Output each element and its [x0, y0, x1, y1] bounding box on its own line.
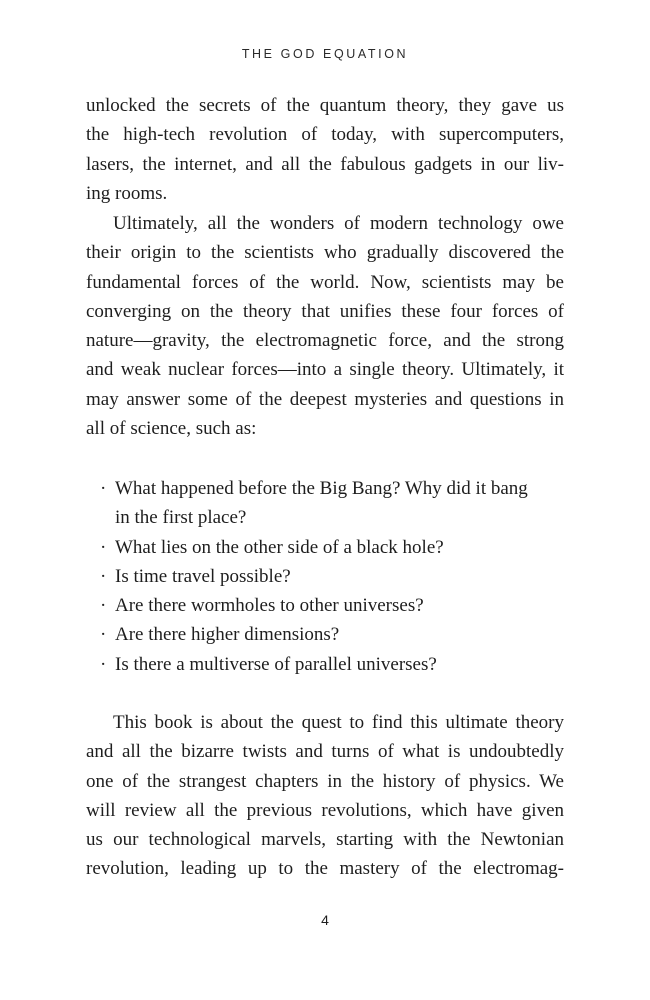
paragraph-line: their origin to the scientists who gradually discovered the [86, 242, 564, 264]
body-paragraph-3 [86, 708, 564, 884]
question-text: Are there higher dimensions? [115, 624, 340, 646]
paragraph-line: us our technological marvels, starting with the Newtonian [86, 829, 564, 851]
list-item [100, 650, 570, 679]
paragraph-line: may answer some of the deepest mysteries and questions in [86, 388, 564, 410]
paragraph-line: fundamental forces of the world. Now, scientists may be [86, 271, 564, 293]
bullet-dot: · [100, 595, 107, 617]
list-item [100, 533, 570, 562]
paragraph-line: one of the strangest chapters in the history of physics. We [86, 770, 564, 792]
paragraph-line: Ultimately, all the wonders of modern technology owe [113, 213, 564, 234]
question-text: Is time travel possible? [115, 565, 291, 587]
list-item [100, 591, 570, 620]
question-text: in the first place? [115, 507, 247, 529]
paragraph-line: nature—gravity, the electromagnetic force, and the strong [86, 330, 564, 352]
bullet-dot: · [100, 478, 107, 499]
paragraph-line: and weak nuclear forces—into a single theory. Ultimately, it [86, 359, 564, 381]
bullet-dot: · [100, 536, 107, 558]
question-text: Are there wormholes to other universes? [115, 595, 424, 617]
body-paragraph-1 [86, 91, 564, 208]
paragraph-line: and all the bizarre twists and turns of what is undoubtedly [86, 741, 564, 763]
paragraph-line: This book is about the quest to find this ultimate theory [113, 712, 564, 733]
paragraph-line: all of science, such as: [86, 418, 257, 440]
question-text: What lies on the other side of a black hole? [115, 536, 444, 558]
paragraph-line: will review all the previous revolutions, which have given [86, 799, 564, 821]
running-head-title: THE GOD EQUATION [241, 47, 409, 61]
bullet-dot: · [100, 565, 107, 587]
paragraph-line: revolution, leading up to the mastery of the electromag- [86, 858, 564, 880]
list-item [100, 620, 570, 649]
page-number: 4 [321, 912, 329, 928]
list-item [100, 474, 570, 533]
bullet-dot: · [100, 653, 107, 675]
paragraph-line: converging on the theory that unifies these four forces of [86, 300, 564, 322]
question-list [100, 474, 570, 679]
body-paragraph-2 [86, 209, 564, 443]
question-text: What happened before the Big Bang? Why did it bang [115, 478, 528, 499]
paragraph-line: lasers, the internet, and all the fabulous gadgets in our liv- [86, 153, 564, 175]
paragraph-line: ing rooms. [86, 182, 168, 204]
list-item [100, 562, 570, 591]
paragraph-line: unlocked the secrets of the quantum theory, they gave us [86, 95, 564, 116]
question-text: Is there a multiverse of parallel universes? [115, 653, 437, 675]
paragraph-line: the high-tech revolution of today, with supercomputers, [86, 124, 564, 146]
bullet-dot: · [100, 624, 107, 646]
